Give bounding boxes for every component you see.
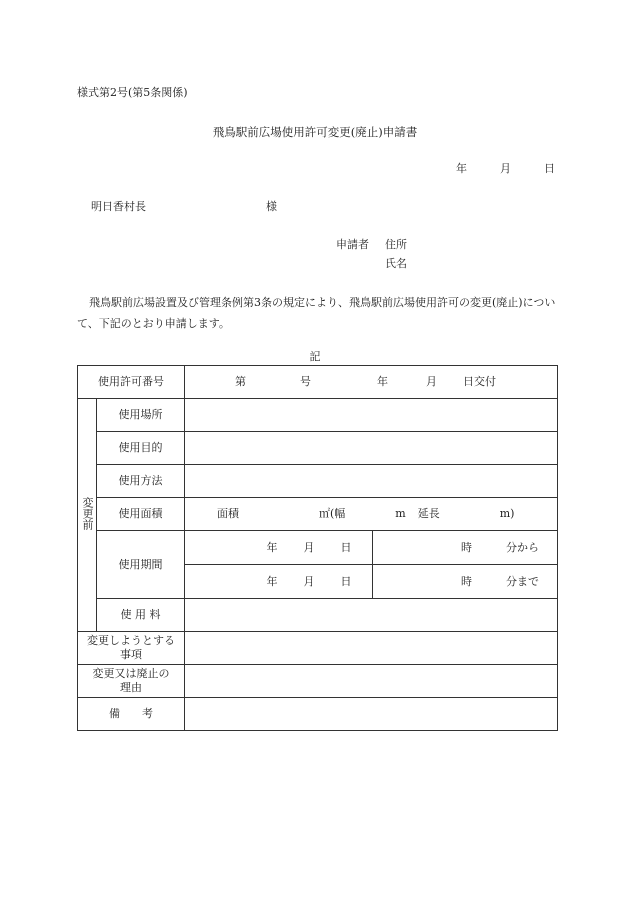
application-table [77,365,558,731]
body-text: 飛鳥駅前広場設置及び管理条例第3条の規定により、飛鳥駅前広場使用許可の変更(廃止)について、下記のとおり申請します。 [77,296,556,330]
applicant-name-label: 氏名 [385,257,407,270]
remarks-field[interactable] [185,698,558,731]
change-item-field[interactable] [185,632,558,665]
table-row [78,465,558,498]
date-year: 年 [456,162,467,175]
table-row [78,665,558,698]
period-to-field[interactable]: 年 月 日 時 分まで [185,565,558,599]
ki-heading: 記 [309,350,321,363]
table-row [78,432,558,465]
date-line [456,160,555,176]
table-row [78,498,558,531]
table-row [78,599,558,632]
period-label: 使用期間 [97,531,185,599]
table-row [78,399,558,432]
date-day: 日 [544,162,555,175]
form-title: 飛鳥駅前広場使用許可変更(廃止)申請書 [212,125,418,139]
method-field[interactable] [185,465,558,498]
period-from-field[interactable]: 年 月 日 時 分から [185,531,558,565]
remarks-label: 備 考 [78,698,185,731]
reason-label: 変更又は廃止の理由 [78,665,185,698]
addressee [91,198,277,214]
fee-label: 使 用 料 [97,599,185,632]
table-row [78,698,558,731]
applicant-address-label: 住所 [385,238,407,251]
purpose-field[interactable] [185,432,558,465]
addressee-name: 明日香村長 [91,200,146,213]
fee-field[interactable] [185,599,558,632]
date-month: 月 [500,162,511,175]
purpose-label: 使用目的 [97,432,185,465]
reason-field[interactable] [185,665,558,698]
applicant-label: 申請者 [336,238,369,251]
place-label: 使用場所 [97,399,185,432]
area-field[interactable]: 面積 ㎡(幅 m 延長 m) [185,498,558,531]
table-row [78,366,558,399]
table-row [78,632,558,665]
permit-number-field[interactable]: 第 号 年 月 日交付 [185,366,558,399]
permit-number-label: 使用許可番号 [78,366,185,399]
place-field[interactable] [185,399,558,432]
honorific: 様 [266,200,277,213]
table-row [78,531,558,565]
form-number: 様式第2号(第5条関係) [77,86,188,99]
before-change-label: 変更前 [78,399,97,632]
change-item-label: 変更しようとする事項 [78,632,185,665]
method-label: 使用方法 [97,465,185,498]
area-label: 使用面積 [97,498,185,531]
